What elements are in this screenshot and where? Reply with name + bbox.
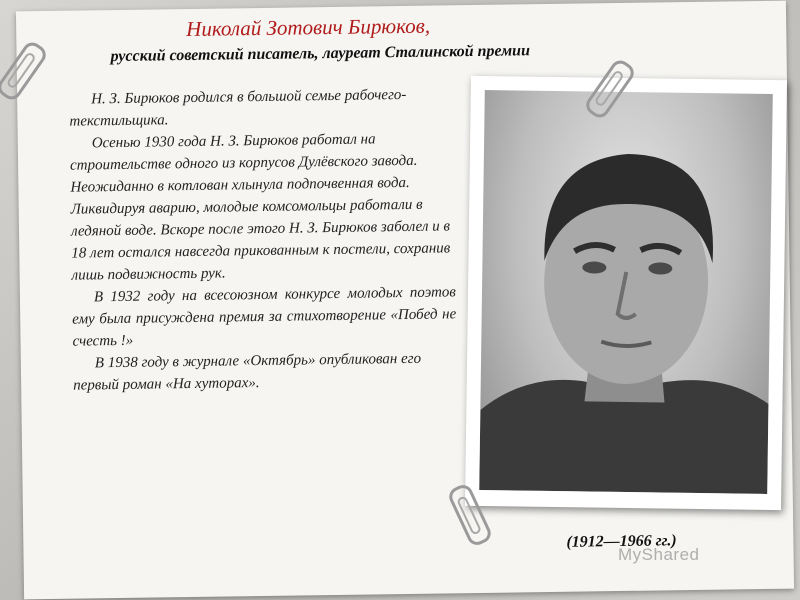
bio-paragraph-2: Осенью 1930 года Н. З. Бирюков работал на строительстве одного из корпусов Дулёвского завода. Неожиданно в котлован хлынула подпочвенная вода. Ликвидируя аварию, молодые комсомольцы работали в ледяной воде. Вскоре после этого Н. З. Бирюков заболел и в 18 лет остался навсегда прикованным к постели, сохранив лишь подвижность рук. xyxy=(69,131,451,284)
page-subtitle: русский советский писатель, лауреат Сталинской премии xyxy=(110,42,531,66)
watermark: MyShared xyxy=(618,545,700,564)
bio-paragraph-3: В 1932 году на всесоюзном конкурсе молодых поэтов ему была присуждена премия за стихотворение «Побед не счесть !» xyxy=(72,284,457,350)
portrait-image xyxy=(479,90,773,494)
bio-paragraph-1: Н. З. Бирюков родился в большой семье рабочего-текстильщика. xyxy=(69,86,407,130)
biography-text xyxy=(69,83,457,396)
photo-frame xyxy=(465,76,787,510)
bio-paragraph-4: В 1938 году в журнале «Октябрь» опубликован его первый роман «На хуторах». xyxy=(73,350,422,394)
portrait-photo xyxy=(479,90,773,494)
life-dates: (1912—1966 гг.) xyxy=(566,532,677,551)
page-title: Николай Зотович Бирюков, xyxy=(186,13,431,42)
